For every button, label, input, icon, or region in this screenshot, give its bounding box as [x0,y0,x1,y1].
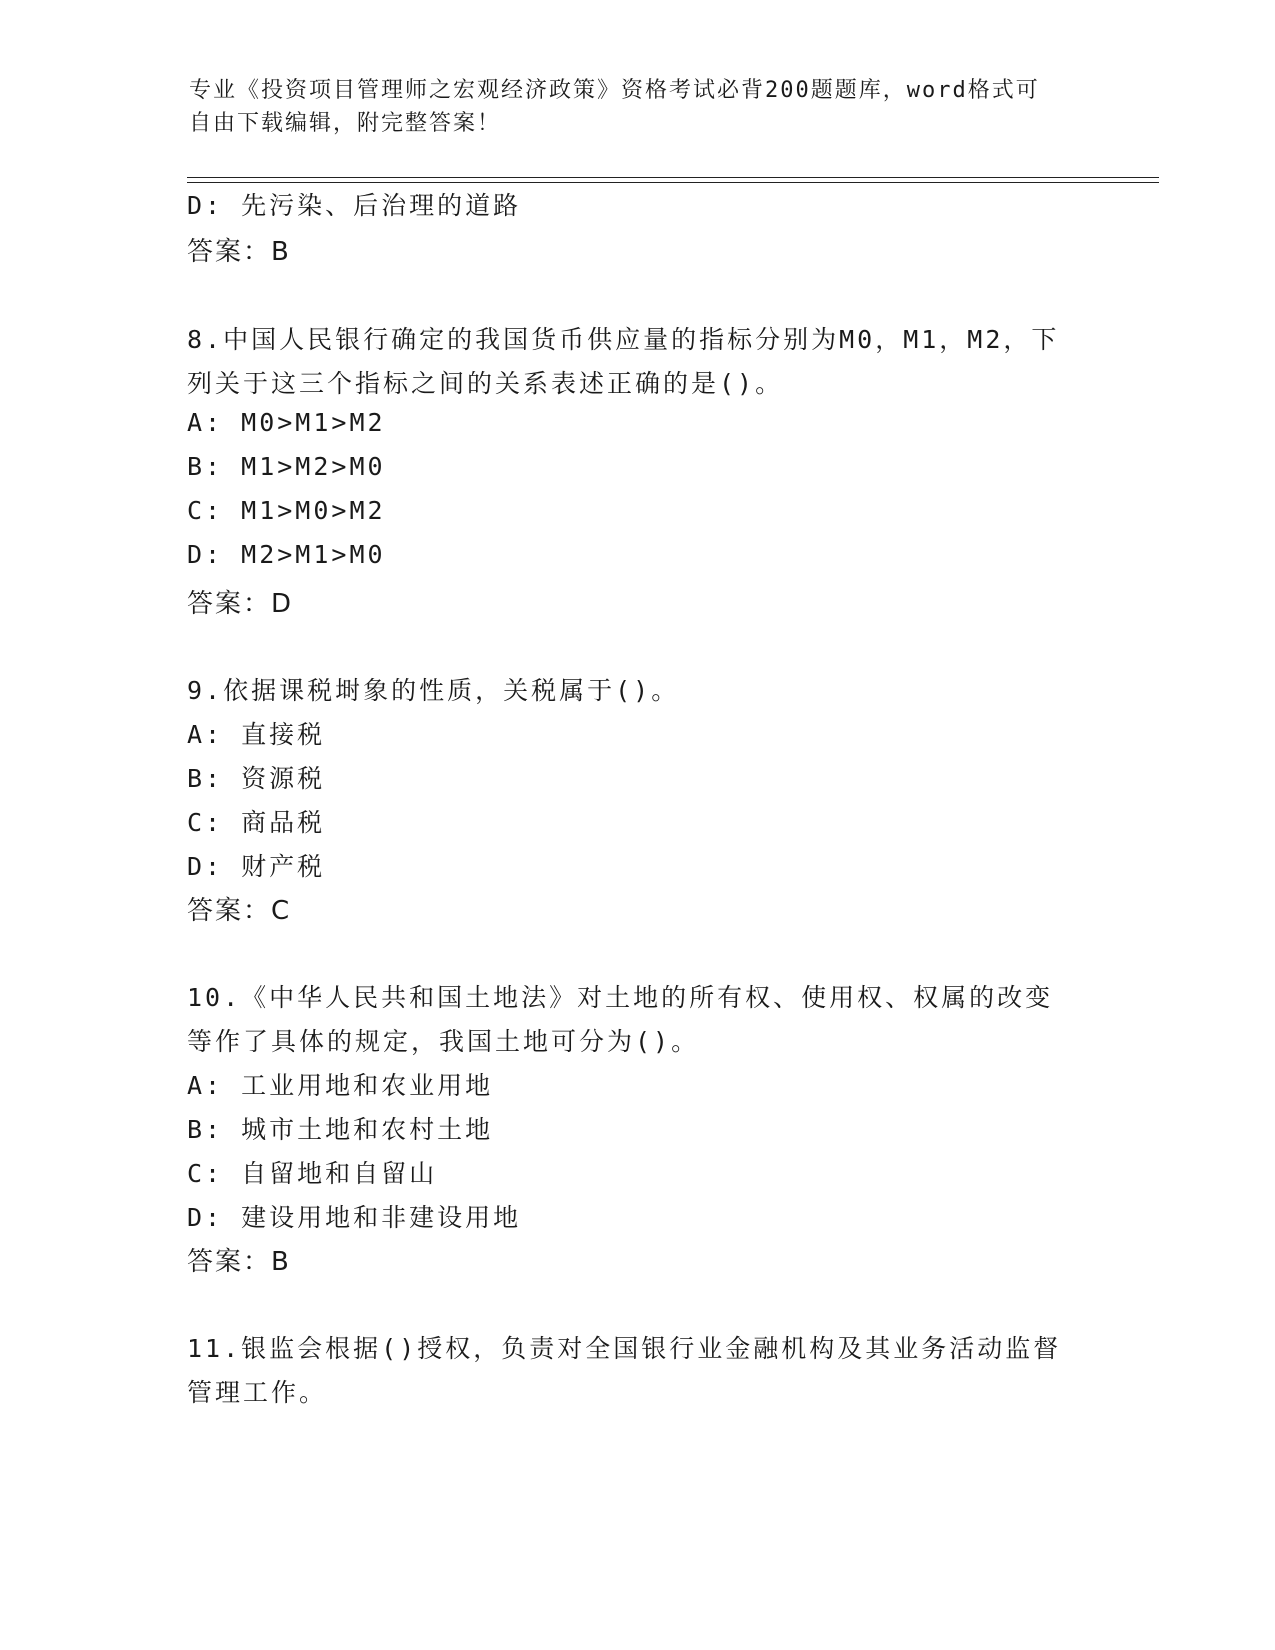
q10-text-line-2: 等作了具体的规定，我国土地可分为()。 [187,1027,700,1056]
header-divider [187,177,1159,183]
q8-text-line-1: 8.中国人民银行确定的我国货币供应量的指标分别为M0，M1，M2，下 [187,325,1060,354]
q8-option-d: D: M2>M1>M0 [187,540,386,569]
q9-answer: 答案：C [187,896,292,926]
q9-option-d: D: 财产税 [187,852,326,881]
q11-text-line-2: 管理工作。 [187,1378,328,1407]
q8-option-a: A: M0>M1>M2 [187,408,386,437]
q9-text-line-1: 9.依据课税埘象的性质，关税属于()。 [187,676,680,705]
q10-text-line-1: 10.《中华人民共和国土地法》对土地的所有权、使用权、权属的改变 [187,983,1054,1012]
header-line-1: 专业《投资项目管理师之宏观经济政策》资格考试必背200题题库，word格式可 [189,78,1040,103]
q11-text-line-1: 11.银监会根据()授权，负责对全国银行业金融机构及其业务活动监督 [187,1334,1062,1363]
q10-option-b: B: 城市土地和农村土地 [187,1115,494,1144]
q10-option-d: D: 建设用地和非建设用地 [187,1203,522,1232]
q10-answer: 答案：B [187,1247,291,1277]
header-line-2: 自由下载编辑，附完整答案！ [189,111,502,136]
q10-option-a: A: 工业用地和农业用地 [187,1071,494,1100]
prev-option-d: D: 先污染、后治理的道路 [187,191,522,220]
q8-option-b: B: M1>M2>M0 [187,452,386,481]
q8-option-c: C: M1>M0>M2 [187,496,386,525]
q9-option-c: C: 商品税 [187,808,326,837]
q8-text-line-2: 列关于这三个指标之间的关系表述正确的是()。 [187,369,784,398]
q9-option-b: B: 资源税 [187,764,326,793]
q9-option-a: A: 直接税 [187,720,326,749]
prev-answer: 答案：B [187,237,291,267]
q10-option-c: C: 自留地和自留山 [187,1159,438,1188]
q8-answer: 答案：D [187,589,294,619]
document-header [189,74,1089,140]
